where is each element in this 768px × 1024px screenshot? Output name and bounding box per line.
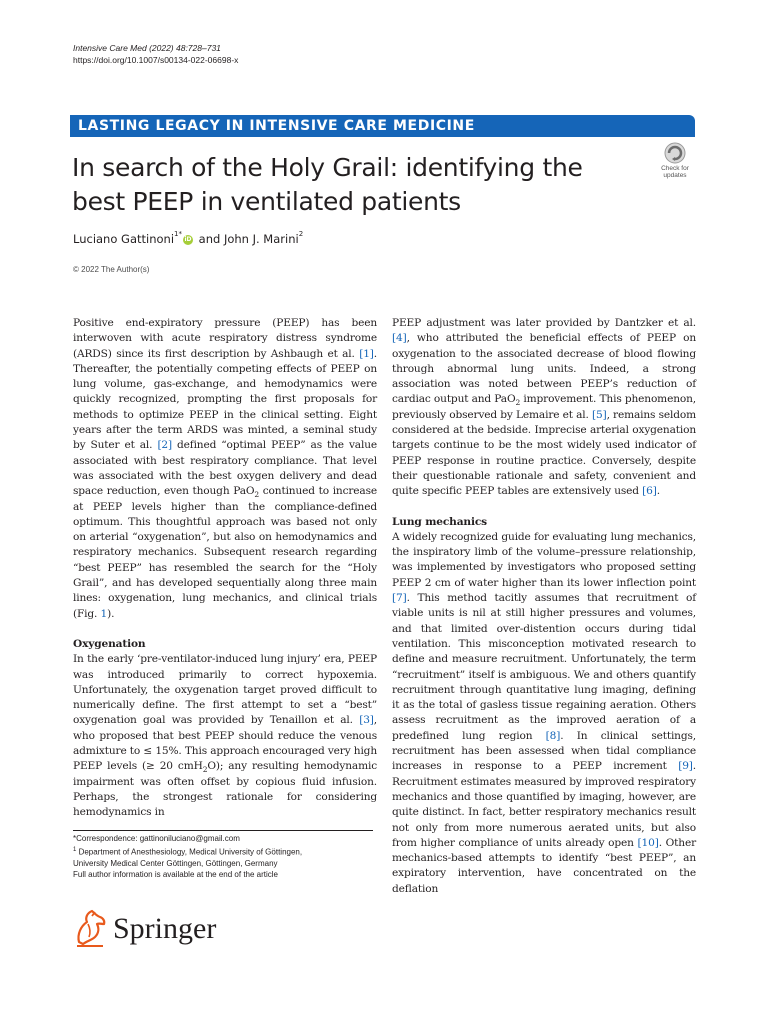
citation-link[interactable]: [6] xyxy=(642,485,657,498)
citation-link[interactable]: [9] xyxy=(678,760,693,773)
body-column-right xyxy=(392,316,696,897)
title-line-2: best PEEP in ventilated patients xyxy=(72,187,461,216)
author-list xyxy=(73,232,303,246)
author-affiliation-marker: 2 xyxy=(298,230,304,238)
intro-paragraph: Positive end-expiratory pressure (PEEP) has been interwoven with acute respiratory distress syndrome (ARDS) since its first description by Ashbaugh et al. [1]. Thereafter, the potentially competing effects of PEEP on lung volume, gas-exchange, and hemodynamics were quickly recognized, prompting the first proposals for methods to optimize PEEP in the clinical setting. Eight years after the term ARDS was minted, a seminal study by Suter et al. [2] defined “optimal PEEP” as the value associated with best respiratory compliance. That level was associated with the best oxygen delivery and dead space reduction, even though PaO$_2$ continued to increase at PEEP levels higher than the compliance-defined optimum. This thoughtful approach was based not only on arterial “oxygenation”, but also on hemodynamics and respiratory mechanics. Subsequent research regarding “best PEEP” has resembled the search for the “Holy Grail”, and has developed sequentially along three main lines: oxygenation, lung mechanics, and clinical trials (Fig. 1). xyxy=(73,317,378,620)
citation-link[interactable]: [5] xyxy=(592,408,607,421)
springer-wordmark: Springer xyxy=(113,912,217,945)
title-line-1: In search of the Holy Grail: identifying the xyxy=(72,153,583,182)
body-paragraph: In the early ‘pre-ventilator-induced lung injury’ era, PEEP was introduced primarily to correct hypoxemia. Unfortunately, the oxygenation target proved difficult to numerically define. The first attempt to set a “best” oxygenation goal was provided by Tenaillon et al. [3], who proposed that best PEEP should reduce the venous admixture to ≤ 15%. This approach encouraged very high PEEP levels (≥ 20 cmH$_2$O); any resulting hemodynamic impairment was often offset by copious fluid infusion. Perhaps, the strongest rationale for considering hemodynamics in xyxy=(73,653,377,819)
author-info-note: Full author information is available at the end of the article xyxy=(73,870,279,880)
check-updates-icon xyxy=(655,141,695,165)
doi-link[interactable]: https://doi.org/10.1007/s00134-022-06698-x xyxy=(73,55,239,65)
article-meta xyxy=(73,42,238,66)
affiliation: $^1$ Department of Anesthesiology, Medical University of Göttingen, xyxy=(73,846,303,857)
citation-link[interactable]: [7] xyxy=(392,592,407,605)
article-title xyxy=(72,151,632,219)
author-name[interactable]: and John J. Marini xyxy=(195,232,299,246)
citation-link[interactable]: [4] xyxy=(392,332,407,345)
citation-link[interactable]: [2] xyxy=(157,439,172,452)
badge-line-2: updates xyxy=(663,172,687,179)
citation-link[interactable]: [10] xyxy=(637,836,659,849)
citation-link[interactable]: [1] xyxy=(359,347,374,360)
citation-link[interactable]: [3] xyxy=(359,714,374,727)
springer-horse-icon xyxy=(73,908,109,948)
check-for-updates-badge[interactable] xyxy=(655,141,695,181)
section-banner xyxy=(70,115,695,137)
body-paragraph: A widely recognized guide for evaluating lung mechanics, the inspiratory limb of the volume–pressure relationship, was implemented by investigators who proposed setting PEEP 2 cm of water higher than its lower inflection point [7]. This method tacitly assumes that recruitment of viable units is nil at still higher pressures and volumes, and that limited over-distention occurs during tidal ventilation. This misconception motivated research to define and measure recruitment. Unfortunately, the term “recruitment” itself is ambiguous. We and others quantify recruitment through quantitative lung imaging, defining it as the total of gasless tissue regaining aeration. Others assess recruitment as the improved aeration of a predefined lung region [8]. In clinical settings, recruitment has been assessed when tidal compliance increases in response to a PEEP increment [9]. Recruitment estimates measured by improved respiratory mechanics and those quantified by imaging, however, are quite distinct. In fact, better respiratory mechanics result not only from more numerous aerated units, but also from higher compliance of units already open [10]. Other mechanics-based attempts to identify “best PEEP”, an expiratory intervention, have concentrated on the deflation xyxy=(392,530,696,895)
badge-line-1: Check for xyxy=(661,165,689,172)
footnotes xyxy=(73,830,373,881)
author-name[interactable]: Luciano Gattinoni xyxy=(73,232,175,246)
affiliation-continued: University Medical Center Göttingen, Göttingen, Germany xyxy=(73,858,278,868)
correspondence-email[interactable]: *Correspondence: gattinoniluciano@gmail.com xyxy=(73,834,240,843)
section-heading: Lung mechanics xyxy=(392,515,487,528)
journal-citation: Intensive Care Med (2022) 48:728–731 xyxy=(73,43,221,53)
copyright-notice: © 2022 The Author(s) xyxy=(73,265,150,274)
springer-logo xyxy=(73,908,217,948)
body-paragraph: PEEP adjustment was later provided by Dantzker et al. [4], who attributed the beneficial effects of PEEP on oxygenation to the associated decrease of blood flowing through abnormal lung units. Indeed, a strong association was noted between PEEP’s reduction of cardiac output and PaO$_2$ improvement. This phenomenon, previously observed by Lemaire et al. [5], remains seldom considered at the bedside. Imprecise arterial oxygenation targets continue to be the most widely used indicator of PEEP response in routine practice. Conversely, despite their questionable rationale and safety, convenient and quite specific PEEP tables are extensively used [6]. xyxy=(392,317,696,498)
section-banner-label: LASTING LEGACY IN INTENSIVE CARE MEDICINE xyxy=(78,118,475,134)
orcid-icon[interactable]: iD xyxy=(184,235,192,243)
figure-link[interactable]: 1 xyxy=(100,607,108,620)
section-heading: Oxygenation xyxy=(73,637,146,650)
citation-link[interactable]: [8] xyxy=(545,729,561,742)
body-column-left xyxy=(73,316,377,821)
author-affiliation-marker: 1* xyxy=(174,230,182,238)
